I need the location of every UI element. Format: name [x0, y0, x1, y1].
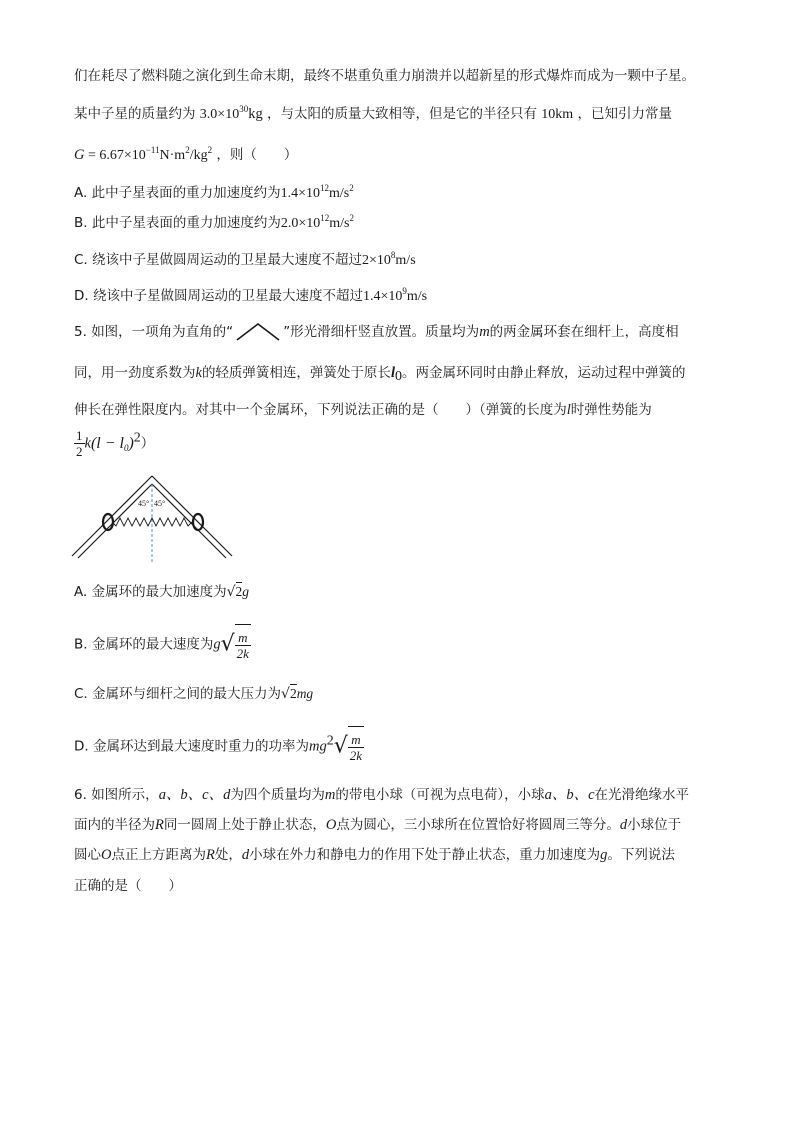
intro-line-2: [74, 104, 672, 125]
intro-text-2a: 某中子星的质量约为: [74, 106, 196, 122]
q5-line-2: 同，用一劲度系数为k的轻质弹簧相连，弹簧处于原长$l_0$。两金属环同时由静止释放，运动过程中弹簧的: [74, 365, 686, 384]
q6-line-2: 面内的半径为R同一圆周上处于静止状态，O点为圆心，三小球所在位置恰好将圆周三等分。d小球位于: [74, 817, 682, 833]
q5-line-4: $\frac{1}{2}$ $k(l - l_0)^2$）: [76, 428, 155, 459]
caret-shape-icon: [233, 322, 283, 342]
q6-line-3: 圆心O点正上方距离为R处，d小球在外力和静电力的作用下处于静止状态，重力加速度为g。下列说法: [74, 847, 675, 863]
gravitational-constant: $G = 6.67\times 10^{-11}N\cdot m^2/kg^2$: [74, 145, 213, 163]
right-rod-outer: [152, 476, 232, 556]
q5-option-c: C. 金属环与细杆之间的最大压力为√2mg: [74, 686, 314, 702]
one-half-fraction: $\frac{1}{2}$: [76, 428, 83, 459]
angle-label-left: 45°: [138, 499, 150, 508]
q6-line-1: 6. 如图所示，a、b、c、d为四个质量均为m的带电小球（可视为点电荷），小球a、b、c在光滑绝缘水平: [74, 787, 690, 803]
q4-option-b: B. 此中子星表面的重力加速度约为$2.0\times 10^{12}m/s^2$: [74, 213, 354, 231]
neutron-star-mass: $3.0\times 10^{30}kg$: [199, 104, 263, 122]
q6-line-4: 正确的是（ ）: [74, 878, 182, 894]
neutron-star-radius: 10km: [541, 107, 574, 122]
q5-diagram: [70, 470, 240, 565]
right-rod-inner: [152, 484, 226, 558]
q5-number: 5.: [74, 324, 87, 340]
q4-option-d: D. 绕该中子星做圆周运动的卫星最大速度不超过$1.4\times 10^9m/s$: [74, 286, 428, 304]
intro-text-3: ，则（ ）: [216, 147, 298, 163]
q4-option-c: C. 绕该中子星做圆周运动的卫星最大速度不超过$2\times 10^8m/s$: [74, 250, 416, 268]
intro-text-2c: ，已知引力常量: [577, 106, 672, 122]
q5-option-b: B. 金属环的最大速度为g√ $\frac{m}{2k}$: [74, 624, 251, 665]
q4-option-a: A. 此中子星表面的重力加速度约为$1.4\times 10^{12}m/s^2$: [74, 183, 354, 201]
intro-line-1: [74, 66, 695, 86]
q5-line-1: 5. 如图，一项角为直角的“ ”形光滑细杆竖直放置。质量均为m的两金属环套在细杆上，高度相: [74, 324, 679, 340]
q5-option-d: D. 金属环达到最大速度时重力的功率为$mg^2√$ $\frac{m}{2k}$: [74, 726, 364, 767]
intro-line-3: [74, 145, 297, 166]
left-rod-inner: [78, 484, 152, 558]
q6-number: 6.: [74, 787, 87, 803]
q5-line-3: 伸长在弹性限度内。对其中一个金属环，下列说法正确的是（ ）（弹簧的长度为l时弹性势能为: [74, 402, 652, 418]
intro-text-1: 们在耗尽了燃料随之演化到生命末期，最终不堪重负重力崩溃并以超新星的形式爆炸而成为一颗中子星。: [74, 68, 695, 84]
angle-label-right: 45°: [154, 499, 166, 508]
q5-option-a: A. 金属环的最大加速度为√2g: [74, 584, 250, 600]
intro-text-2b: ，与太阳的质量大致相等，但是它的半径只有: [267, 106, 537, 122]
